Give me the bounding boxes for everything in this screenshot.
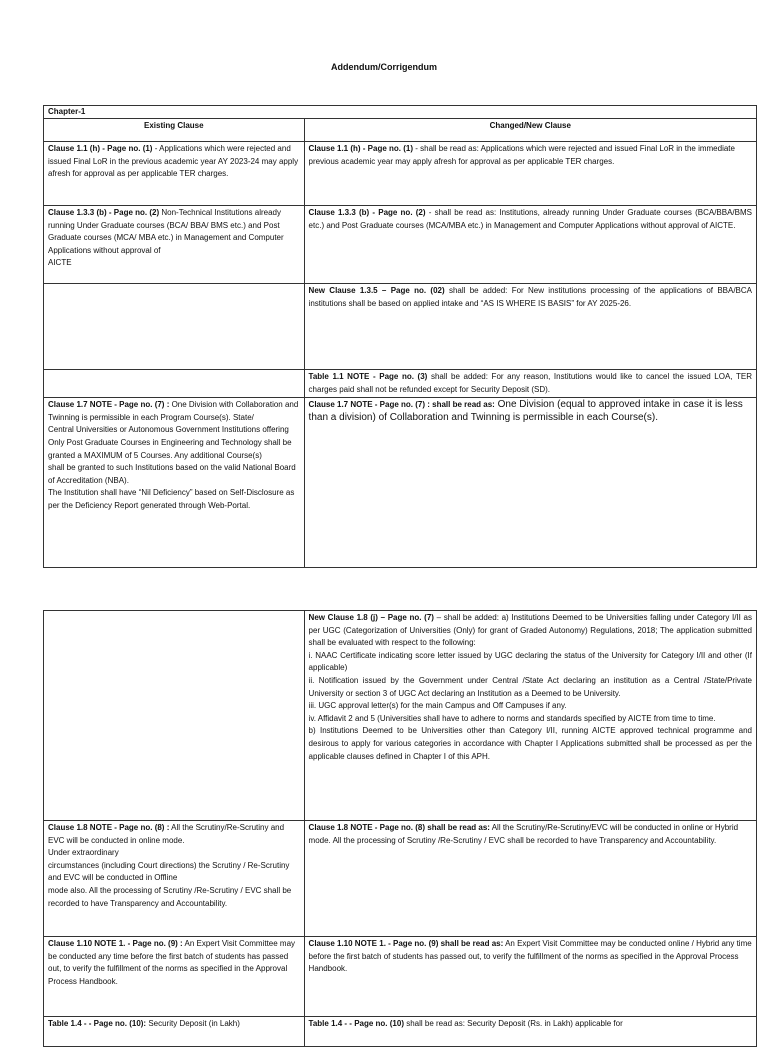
existing-cell: [44, 937, 305, 1017]
list-item: iii. UGC approval letter(s) for the main Campus and Off Campuses if any.: [308, 701, 567, 711]
clause-text: - Applications which were rejected and issued Final LoR in the previous academic year AY 2023-24 may apply afresh for approval as per applicable TER charges.: [48, 144, 299, 179]
clause-text: shall be added: For New institutions processing of the applications of BBA/BCA institutions shall be based on applied intake and “AS IS WHERE IS BASIS” for AY 2025-26.: [308, 286, 753, 308]
clause-text: Security Deposit (in Lakh): [146, 1019, 240, 1028]
clause-ref: Clause 1.7 NOTE - Page no. (7) :: [48, 400, 170, 410]
changed-cell: [304, 284, 756, 370]
table-row: [44, 370, 757, 398]
table-row: [44, 206, 757, 284]
corrigendum-table-2: [43, 610, 757, 1047]
list-item: iv. Affidavit 2 and 5 (Universities shall have to adhere to norms and standards specified by AICTE from time to time.: [308, 713, 716, 723]
changed-clause-header: Changed/New Clause: [304, 119, 756, 142]
clause-ref: Clause 1.10 NOTE 1. - Page no. (9) shall be read as:: [308, 939, 504, 948]
existing-cell: [44, 142, 305, 206]
clause-ref: New Clause 1.8 (j) – Page no. (7): [308, 613, 434, 622]
clause-text: All the Scrutiny/Re-Scrutiny/EVC will be conducted in online or Hybrid mode. All the processing of Scrutiny /Re-Scrutiny / EVC shall be recorded to have Transparency and Accountability.: [308, 823, 739, 845]
document-title: Addendum/Corrigendum: [331, 62, 437, 72]
clause-text: circumstances (including Court directions) the Scrutiny / Re-Scrutiny and EVC will be conducted in Offline: [48, 860, 290, 883]
corrigendum-table-1: [43, 105, 757, 568]
clause-ref: Clause 1.1 (h) - Page no. (1): [48, 144, 153, 153]
clause-text: – shall be added: a) Institutions Deemed to be Universities falling under Category I/II as per UGC (Categorization of Universities (Only) for grant of Graded Autonomy) Regulations, 2018; The application submitted shall be evaluated with respect to the following:: [308, 613, 753, 648]
table-row: [44, 821, 757, 937]
clause-ref: Table 1.1 NOTE - Page no. (3): [308, 372, 428, 381]
clause-text: One Division with Collaboration and Twinning is permissible in each Program Course(s). State/: [48, 400, 299, 422]
changed-cell: [304, 206, 756, 284]
clause-text: - shall be read as: Applications which were rejected and issued Final LoR in the immediate previous academic year may apply afresh for approval as per applicable TER charges.: [308, 144, 735, 166]
clause-text: shall be added: For any reason, Institutions would like to cancel the issued LOA, TER charges paid shall not be refunded except for Security Deposit (SD).: [308, 372, 752, 394]
chapter-label: Chapter-1: [44, 106, 757, 119]
list-item: ii. Notification issued by the Government under Central /State Act declaring an institution as a Central /State/Private University or section 3 of UGC Act declaring an Institution as a Deemed to be University.: [308, 675, 752, 698]
table-row: [44, 1017, 757, 1047]
existing-cell-empty: [44, 370, 305, 398]
clause-text: Non-Technical Institutions already running Under Graduate courses (BCA/ BBA/ BMS etc.) and Post Graduate courses (MCA/ MBA etc.) in Management and Computer Applications without approval of: [48, 208, 284, 255]
clause-text: out, to verify the fulfillment of the norms as specified in the Approval Process Handbook.: [48, 964, 288, 986]
clause-text: AICTE: [48, 258, 72, 268]
existing-cell: [44, 821, 305, 937]
clause-ref: Table 1.4 - - Page no. (10):: [48, 1019, 147, 1028]
clause-text: An Expert Visit Committee may be conducted any time before the first batch of students has passed: [48, 939, 296, 961]
table-row: [44, 284, 757, 370]
changed-cell: [304, 937, 756, 1017]
changed-cell: [304, 1017, 756, 1047]
changed-cell: [304, 370, 756, 398]
clause-text: An Expert Visit Committee may be conducted online / Hybrid any time before the first batch of students has passed out, to verify the fulfillment of the norms as specified in the Approval Process Handbook.: [308, 939, 752, 974]
clause-ref: Clause 1.3.3 (b) - Page no. (2): [308, 208, 426, 217]
clause-text: Central Universities or Autonomous Government Institutions offering Only Post Graduate Courses in Engineering and Technology shall be granted a MAXIMUM of 5 Courses. Any additional Course(s): [48, 425, 292, 460]
list-item: b) Institutions Deemed to be Universities other than Category I/II, running AICTE approved technical programme and desirous to apply for various categories in accordance with Chapter I Applications submitted shall be processed as per the applicable clauses defined in Chapter I of this APH.: [308, 726, 752, 761]
existing-cell-empty: [44, 611, 305, 821]
existing-clause-header: Existing Clause: [44, 119, 305, 142]
table-row: [44, 611, 757, 821]
list-item: i. NAAC Certificate indicating score letter issued by UGC declaring the status of the University for Category I/II and other (If applicable): [308, 650, 752, 673]
clause-ref: Clause 1.1 (h) - Page no. (1): [308, 144, 414, 153]
clause-text: shall be granted to such Institutions based on the valid National Board of Accreditation (NBA).: [48, 463, 296, 485]
changed-cell: [304, 398, 756, 568]
clause-ref: Clause 1.10 NOTE 1. - Page no. (9) :: [48, 939, 183, 948]
existing-cell: [44, 1017, 305, 1047]
table-row: [44, 937, 757, 1017]
clause-ref: Clause 1.3.3 (b) - Page no. (2): [48, 208, 160, 217]
existing-cell: [44, 206, 305, 284]
clause-text: The Institution shall have “Nil Deficiency” based on Self-Disclosure as per the Deficiency Report generated through Web-Portal.: [48, 488, 295, 510]
existing-cell: [44, 398, 305, 568]
changed-cell: [304, 611, 756, 821]
clause-text: - shall be read as: Institutions, already running Under Graduate courses (BCA/BBA/BMS etc.) and Post Graduate courses (MCA/MBA etc.) in Management and Computer Applications without approval of AICTE.: [308, 208, 752, 230]
existing-cell-empty: [44, 284, 305, 370]
clause-text: All the Scrutiny/Re-Scrutiny and EVC will be conducted in online mode.: [48, 823, 285, 845]
changed-cell: [304, 142, 756, 206]
clause-ref: Clause 1.8 NOTE - Page no. (8) shall be read as:: [308, 823, 490, 832]
clause-text: mode also. All the processing of Scrutiny /Re-Scrutiny / EVC shall be recorded to have Transparency and Accountability.: [48, 885, 292, 908]
changed-cell: [304, 821, 756, 937]
clause-ref: Clause 1.8 NOTE - Page no. (8) :: [48, 823, 170, 832]
clause-ref: Clause 1.7 NOTE - Page no. (7) : shall be read as:: [308, 400, 495, 410]
clause-text: One Division (equal to approved intake in case it is less than a division) of Collaboration and Twinning is permissible in each Course(s).: [308, 399, 743, 423]
clause-text: shall be read as: Security Deposit (Rs. in Lakh) applicable for: [403, 1019, 623, 1028]
table-row: [44, 142, 757, 206]
table-row: [44, 398, 757, 568]
clause-ref: New Clause 1.3.5 – Page no. (02): [308, 286, 445, 295]
clause-ref: Table 1.4 - - Page no. (10): [308, 1019, 404, 1028]
clause-text: Under extraordinary: [48, 848, 119, 858]
